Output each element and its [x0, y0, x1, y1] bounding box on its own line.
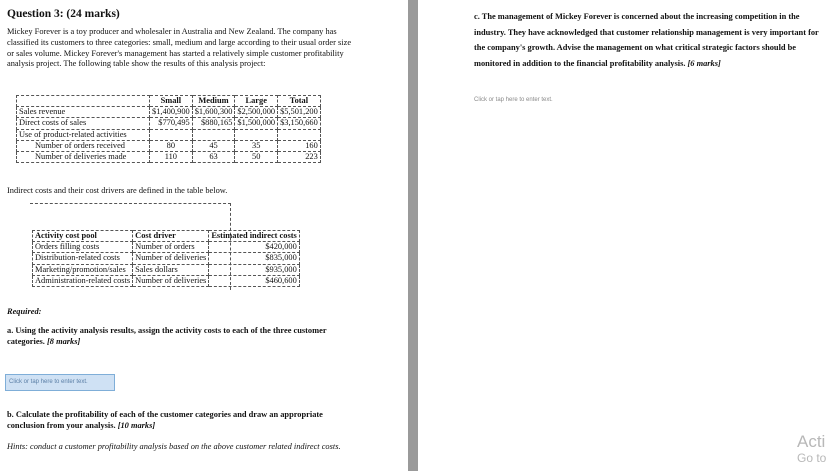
header-cell: Estimated indirect costs [209, 231, 299, 242]
table-header-row [33, 231, 300, 242]
required-label: Required: [7, 307, 42, 316]
cell-driver: Number of orders [133, 242, 209, 253]
cell-pool: Marketing/promotion/sales [33, 264, 133, 275]
header-cell: Small [150, 96, 193, 107]
activate-windows-watermark [797, 433, 826, 467]
cell-total: 223 [278, 152, 321, 163]
part-b-text: b. Calculate the profitability of each of the customer categories and draw an appropriate conclusion from your analysis. [7, 410, 323, 430]
indirect-costs-table [32, 230, 300, 287]
part-a-marks: [8 marks] [47, 337, 81, 346]
part-c-text: c. The management of Mickey Forever is concerned about the increasing competition in the industry. They have acknowledged that customer relationship management is very important for the company's growth. Advise the management on what critical strategic factors should be monitored in addition to the financial profitability analysis. [474, 12, 819, 68]
part-a-text: a. Using the activity analysis results, assign the activity costs to each of the three customer categories. [7, 326, 327, 346]
table-row [17, 152, 321, 163]
cell-driver: Sales dollars [133, 264, 209, 275]
cell-cost: $420,000 [209, 242, 299, 253]
cell-small: $1,400,900 [150, 107, 193, 118]
cell-large [235, 129, 278, 140]
cell-total: 160 [278, 140, 321, 151]
left-document-page [0, 0, 408, 471]
question-intro: Mickey Forever is a toy producer and wholesaler in Australia and New Zealand. The company has classified its customers to three categories: small, medium and large according to their usual order size or sales volume. Mickey Forever's management has started a relatively simple customer profitability analysis project. The following table show the results of this analysis project: [7, 27, 352, 69]
cell-total: $5,501,200 [278, 107, 321, 118]
table-row [33, 242, 300, 253]
header-cell: Cost driver [133, 231, 209, 242]
question-part-c [474, 9, 820, 71]
cell-cost: $935,000 [209, 264, 299, 275]
cell-small: $770,495 [150, 118, 193, 129]
answer-field-part-a[interactable]: Click or tap here to enter text. [5, 374, 115, 391]
watermark-line-1: Acti [797, 432, 826, 451]
cell-medium: $880,165 [192, 118, 235, 129]
cell-large: $2,500,000 [235, 107, 278, 118]
right-document-page [418, 0, 835, 471]
table-row [17, 107, 321, 118]
cell-small [150, 129, 193, 140]
table-row [17, 129, 321, 140]
cell-small: 110 [150, 152, 193, 163]
row-label: Direct costs of sales [17, 118, 150, 129]
row-label: Use of product-related activities [17, 129, 150, 140]
indirect-costs-intro: Indirect costs and their cost drivers are defined in the table below. [7, 186, 228, 195]
question-part-a [7, 325, 337, 347]
cell-total [278, 129, 321, 140]
question-title: Question 3: (24 marks) [7, 8, 120, 20]
row-label: Number of deliveries made [17, 152, 150, 163]
table-row [17, 140, 321, 151]
cell-cost: $835,000 [209, 253, 299, 264]
cell-medium: 63 [192, 152, 235, 163]
cell-pool: Administration-related costs [33, 275, 133, 286]
header-cell [17, 96, 150, 107]
header-cell: Total [278, 96, 321, 107]
customer-sales-table [16, 95, 321, 163]
cell-large: 50 [235, 152, 278, 163]
row-label: Number of orders received [17, 140, 150, 151]
cell-cost: $460,600 [209, 275, 299, 286]
hints-text: Hints: conduct a customer profitability analysis based on the above customer related indirect costs. [7, 442, 341, 451]
header-cell: Large [235, 96, 278, 107]
table-row [33, 253, 300, 264]
cell-pool: Orders filling costs [33, 242, 133, 253]
cell-pool: Distribution-related costs [33, 253, 133, 264]
part-b-marks: [10 marks] [117, 421, 156, 430]
part-c-marks: [6 marks] [687, 58, 721, 68]
cell-medium: $1,600,300 [192, 107, 235, 118]
cell-medium: 45 [192, 140, 235, 151]
page-gutter [408, 0, 418, 471]
row-label: Sales revenue [17, 107, 150, 118]
cell-medium [192, 129, 235, 140]
table-row [33, 275, 300, 286]
question-part-b [7, 409, 337, 431]
table-row [17, 118, 321, 129]
cell-driver: Number of deliveries [133, 253, 209, 264]
answer-field-part-c[interactable]: Click or tap here to enter text. [474, 97, 553, 103]
header-cell: Activity cost pool [33, 231, 133, 242]
header-cell: Medium [192, 96, 235, 107]
table-header-row [17, 96, 321, 107]
cell-large: $1,500,000 [235, 118, 278, 129]
cell-total: $3,150,660 [278, 118, 321, 129]
table-row [33, 264, 300, 275]
cell-large: 35 [235, 140, 278, 151]
cell-small: 80 [150, 140, 193, 151]
watermark-line-2: Go to [797, 451, 827, 465]
cell-driver: Number of deliveries [133, 275, 209, 286]
